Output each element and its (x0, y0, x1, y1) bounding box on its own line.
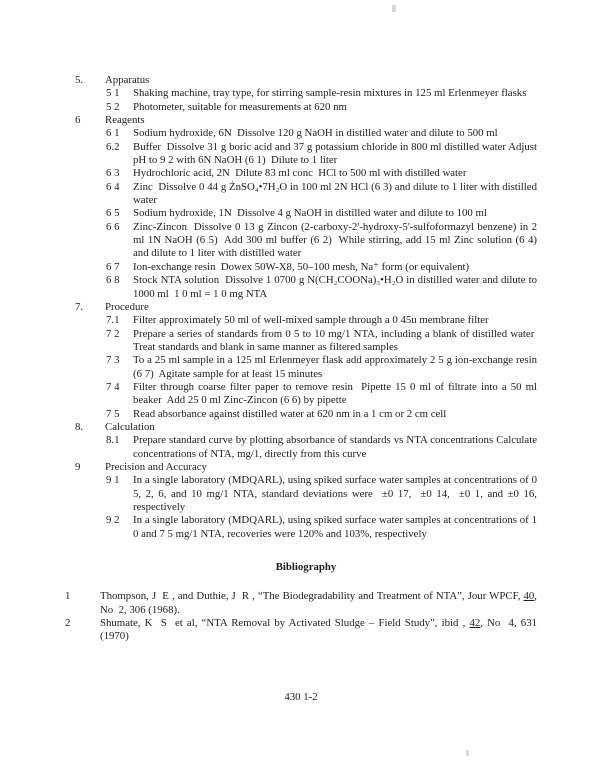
list-item (106, 274, 537, 301)
section-heading (75, 114, 537, 127)
list-item (106, 514, 537, 541)
section-number: 9 (75, 460, 81, 473)
entry-number: 1 (65, 590, 71, 603)
list-item (106, 221, 537, 261)
list-item (106, 87, 537, 100)
item-number: 7 3 (106, 354, 120, 367)
bibliography-heading: Bibliography (275, 561, 337, 574)
item-number: 7 5 (106, 407, 120, 420)
item-number: 6 5 (106, 207, 120, 220)
list-item (106, 354, 537, 381)
item-text: Sodium hydroxide, 6N Dissolve 120 g NaOH in distilled water and dilute to 500 ml (133, 127, 498, 140)
scan-artifact-bottom (466, 750, 469, 756)
item-number: 5 2 (106, 100, 120, 113)
section-heading (75, 461, 537, 474)
bibliography-entry (65, 617, 537, 644)
item-text: Shaking machine, tray type, for stirring sample-resin mixtures in 125 ml Erlenmeyer flasks (133, 87, 527, 100)
item-text: Photometer, suitable for measurements at 620 nm (133, 100, 347, 113)
document-body (65, 74, 537, 644)
item-text: Stock NTA solution Dissolve 1 0700 g N(CH₂COONa)₃•H₂O in distilled water and dilute to 1000 ml 1 0 ml = 1 0 mg NTA (133, 274, 537, 300)
section-heading (75, 421, 537, 434)
item-text: Buffer Dissolve 31 g boric acid and 37 g potassium chloride in 800 ml distilled water Adjust pH to 9 2 with 6N NaOH (6 1) Dilute to 1 liter (133, 140, 537, 167)
item-number: 8.1 (106, 434, 120, 447)
item-text: Zinc-Zincon Dissolve 0 13 g Zincon (2-carboxy-2'-hydroxy-5'-sulfoformazyl benzene) in 2 ml 1N NaOH (6 5) Add 300 ml buffer (6 2) While stirring, add 15 ml Zinc solution (6 4) and dilute to 1 liter with distilled water (133, 220, 537, 260)
entry-text-pre: Thompson, J E , and Duthie, J R , “The Biodegradability and Treatment of NTA”, Jour WPCF, (100, 590, 524, 603)
section-number: 7. (75, 300, 84, 313)
list-item (106, 141, 537, 168)
section-title: Procedure (105, 300, 149, 313)
volume-number-underlined: 42 (469, 617, 481, 630)
list-item (106, 434, 537, 461)
item-number: 6 8 (106, 274, 120, 287)
list-item (106, 474, 537, 514)
item-text: In a single laboratory (MDQARL), using spiked surface water samples at concentrations of 1 0 and 7 5 mg/1 NTA, recoveries were 120% and 103%, respectively (133, 514, 537, 540)
entry-text-pre: Shumate, K S et al, “NTA Removal by Activated Sludge – Field Study”, ibid , (100, 617, 470, 630)
item-text: Prepare a series of standards from 0 5 to 10 mg/1 NTA, including a blank of distilled water Treat standards and blank in same manner as filtered samples (133, 327, 537, 353)
item-number: 6 6 (106, 220, 120, 233)
bibliography-list (65, 590, 537, 643)
item-text: Hydrochloric acid, 2N Dilute 83 ml conc HCl to 500 ml with distilled water (133, 167, 467, 180)
section-heading (75, 74, 537, 87)
list-item (106, 207, 537, 220)
section-title: Precision and Accuracy (105, 460, 207, 473)
scan-artifact-top (392, 5, 396, 12)
item-number: 6 7 (106, 260, 120, 273)
section-number: 6 (75, 114, 81, 127)
list-item (106, 408, 537, 421)
item-number: 5 1 (106, 87, 120, 100)
page-footer: 430 1-2 (284, 691, 318, 703)
item-number: 7 4 (106, 380, 120, 393)
list-item (106, 167, 537, 180)
item-number: 6 4 (106, 180, 120, 193)
section-title: Apparatus (105, 74, 150, 86)
entry-text-post: , No 2, 306 (1968). (100, 590, 537, 616)
item-text: Prepare standard curve by plotting absorbance of standards vs NTA concentrations Calculate concentrations of NTA, mg/1, directly from this curve (133, 434, 537, 460)
list-item (106, 314, 537, 327)
entry-text (100, 617, 537, 644)
item-number: 9 1 (106, 474, 120, 487)
entry-text-post: , No 4, 631 (1970) (100, 617, 537, 643)
list-item (106, 381, 537, 408)
list-item (106, 181, 537, 208)
item-text: Filter through coarse filter paper to remove resin Pipette 15 0 ml of filtrate into a 50 ml beaker Add 25 0 ml Zinc-Zincon (6 6) by pipette (133, 380, 537, 407)
section-heading (75, 301, 537, 314)
volume-number-underlined: 40 (523, 590, 535, 603)
item-number: 6 3 (106, 167, 120, 180)
section-title: Calculation (105, 420, 155, 433)
entry-number: 2 (65, 617, 71, 630)
item-text: Ion-exchange resin Dowex 50W-X8, 50–100 mesh, Na⁺ form (or equivalent) (133, 260, 470, 273)
item-text: Filter approximately 50 ml of well-mixed sample through a 0 45u membrane filter (133, 314, 489, 327)
item-text: Zinc Dissolve 0 44 g ŻnSO₄•7H₂O in 100 ml 2N HCl (6 3) and dilute to 1 liter with distilled water (133, 180, 537, 207)
item-text: To a 25 ml sample in a 125 ml Erlenmeyer flask add approximately 2 5 g ion-exchange resin (6 7) Agitate sample for at least 15 minutes (133, 354, 537, 380)
item-number: 9 2 (106, 514, 120, 527)
item-number: 7 2 (106, 327, 120, 340)
list-item (106, 127, 537, 140)
section-title: Reagents (105, 114, 145, 127)
bibliography-entry (65, 590, 537, 617)
item-text: Read absorbance against distilled water at 620 nm in a 1 cm or 2 cm cell (133, 407, 447, 420)
item-number: 6.2 (106, 140, 120, 153)
item-text: In a single laboratory (MDQARL), using spiked surface water samples at concentrations of 0 5, 2, 6, and 10 mg/1 NTA, standard deviations were ±0 17, ±0 14, ±0 1, and ±0 16, respectively (133, 474, 537, 513)
list-item (106, 328, 537, 355)
section-number: 5. (75, 74, 84, 86)
item-number: 7.1 (106, 314, 120, 327)
item-text: Sodium hydroxide, 1N Dissolve 4 g NaOH in distilled water and dilute to 100 ml (133, 207, 487, 220)
item-number: 6 1 (106, 127, 120, 140)
entry-text (100, 590, 537, 617)
list-item (106, 101, 537, 114)
section-number: 8. (75, 420, 84, 433)
list-item (106, 261, 537, 274)
